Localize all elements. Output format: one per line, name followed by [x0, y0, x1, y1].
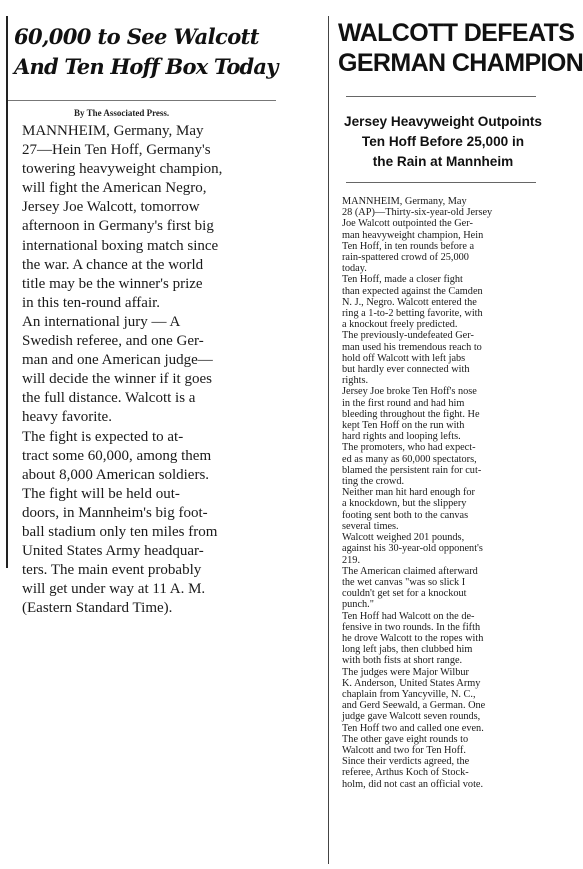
article-line: man heavyweight champion, Hein — [342, 229, 484, 241]
article-line: The judges were Major Wilbur — [342, 666, 469, 678]
article-line: ball stadium only ten miles from — [22, 523, 218, 540]
right-column-rule — [328, 16, 329, 864]
article-line: MANNHEIM, Germany, May — [342, 196, 467, 207]
article-line: a knockout freely predicted. — [342, 319, 458, 331]
article-line: The fight will be held out- — [22, 485, 180, 502]
article-line: The American claimed afterward — [342, 565, 478, 577]
article-line: with both fists at short range. — [342, 655, 463, 667]
article-line: the war. A chance at the world — [22, 256, 204, 273]
left-clipping — [2, 16, 278, 617]
article-line: Walcott weighed 201 pounds, — [342, 532, 465, 544]
article-line: rain-spattered crowd of 25,000 — [342, 252, 469, 264]
article-line: Ten Hoff, made a closer fight — [342, 274, 463, 286]
article-paragraph — [334, 667, 547, 790]
article-line: bleeding throughout the fight. He — [342, 408, 480, 420]
article-line: The promoters, who had expect- — [342, 442, 476, 454]
left-headline — [14, 22, 276, 82]
left-byline: By The Associated Press. — [74, 108, 170, 118]
article-line: Walcott and two for Ten Hoff. — [342, 744, 466, 756]
article-line: the wet canvas "was so slick I — [342, 576, 466, 588]
article-line: about 8,000 American soldiers. — [22, 466, 210, 483]
article-paragraph — [334, 442, 547, 487]
article-paragraph — [334, 611, 547, 667]
article-line: ed as many as 60,000 spectators, — [342, 453, 477, 465]
article-paragraph — [334, 532, 547, 566]
article-line: long left jabs, then clubbed him — [342, 644, 473, 656]
article-paragraph — [12, 122, 276, 313]
article-line: but hardly ever connected with — [342, 364, 470, 376]
article-line: heavy favorite. — [22, 409, 112, 426]
article-line: several times. — [342, 520, 399, 532]
article-line: N. J., Negro. Walcott entered the — [342, 296, 477, 308]
article-line: Swedish referee, and one Ger- — [22, 333, 204, 350]
article-line: and Gerd Seewald, a German. One — [342, 700, 486, 712]
right-subhead-rule — [346, 182, 536, 183]
article-line: in this ten-round affair. — [22, 294, 161, 311]
article-line: blamed the persistent rain for cut- — [342, 464, 482, 476]
article-paragraph — [334, 386, 547, 442]
article-line: judge gave Walcott seven rounds, — [342, 711, 481, 723]
article-line: ting the crowd. — [342, 476, 405, 488]
right-headline-line: WALCOTT DEFEATS — [338, 19, 575, 47]
left-headline-line: And Ten Hoff Box Today — [14, 54, 278, 79]
article-line: hard rights and looping lefts. — [342, 431, 461, 443]
article-line: Neither man hit hard enough for — [342, 487, 475, 499]
article-line: chaplain from Yancyville, N. C., — [342, 688, 476, 700]
article-line: fensive in two rounds. In the fifth — [342, 621, 481, 633]
article-line: (Eastern Standard Time). — [22, 600, 173, 617]
right-headline-line: GERMAN CHAMPION — [338, 49, 583, 77]
article-paragraph — [334, 196, 547, 274]
article-line: than expected against the Camden — [342, 285, 483, 297]
article-line: The other gave eight rounds to — [342, 733, 469, 745]
article-line: ters. The main event probably — [22, 562, 202, 579]
article-line: Ten Hoff two and called one even. — [342, 722, 484, 734]
article-line: tract some 60,000, among them — [22, 447, 212, 464]
article-line: holm, did not cast an official vote. — [342, 778, 484, 790]
article-line: kept Ten Hoff on the run with — [342, 420, 465, 432]
article-line: Ten Hoff had Walcott on the de- — [342, 610, 475, 622]
right-subhead-line: Ten Hoff Before 25,000 in — [361, 134, 525, 149]
right-subhead-line: the Rain at Mannheim — [372, 154, 514, 169]
article-line: will get under way at 11 A. M. — [22, 581, 206, 598]
article-line: Joe Walcott outpointed the Ger- — [342, 218, 473, 230]
article-line: in the first round and had him — [342, 397, 465, 409]
article-line: will fight the American Negro, — [22, 180, 207, 197]
article-line: United States Army headquar- — [22, 543, 204, 560]
article-line: title may be the winner's prize — [22, 275, 203, 292]
article-line: he drove Walcott to the ropes with — [342, 632, 484, 644]
left-headline-rule — [8, 100, 276, 101]
article-paragraph — [334, 330, 547, 386]
article-line: MANNHEIM, Germany, May — [22, 123, 204, 139]
right-subheadline — [338, 112, 548, 172]
article-line: hold off Walcott with left jabs — [342, 352, 466, 364]
article-line: footing sent both to the canvas — [342, 509, 469, 521]
article-line: against his 30-year-old opponent's — [342, 543, 483, 555]
article-line: Jersey Joe Walcott, tomorrow — [22, 199, 200, 216]
right-subhead-line: Jersey Heavyweight Outpoints — [344, 114, 542, 129]
left-column-rule — [6, 16, 8, 568]
article-paragraph — [334, 274, 547, 330]
article-line: the full distance. Walcott is a — [22, 390, 196, 407]
article-paragraph — [334, 566, 547, 611]
article-line: punch." — [342, 599, 374, 611]
left-headline-line: 60,000 to See Walcott — [14, 24, 259, 49]
article-line: will decide the winner if it goes — [22, 371, 212, 388]
article-line: 28 (AP)—Thirty-six-year-old Jersey — [342, 207, 493, 219]
article-line: referee, Arthus Koch of Stock- — [342, 767, 469, 779]
article-line: Jersey Joe broke Ten Hoff's nose — [342, 386, 477, 398]
article-line: The fight is expected to at- — [22, 428, 184, 445]
article-line: towering heavyweight champion, — [22, 161, 223, 178]
article-paragraph — [12, 313, 276, 428]
article-line: international boxing match since — [22, 237, 219, 254]
article-line: The previously-undefeated Ger- — [342, 330, 474, 342]
article-line: man and one American judge— — [22, 352, 213, 369]
article-line: Ten Hoff, in ten rounds before a — [342, 240, 475, 252]
article-line: 27—Hein Ten Hoff, Germany's — [22, 142, 211, 159]
article-line: K. Anderson, United States Army — [342, 677, 481, 689]
right-headline — [338, 18, 583, 78]
article-line: An international jury — A — [22, 313, 181, 330]
article-line: Since their verdicts agreed, the — [342, 756, 470, 768]
article-line: man used his tremendous reach to — [342, 341, 482, 353]
left-article-body — [12, 122, 276, 618]
right-clipping — [328, 16, 583, 866]
right-article-body — [334, 196, 547, 790]
article-paragraph — [334, 487, 547, 532]
article-line: today. — [342, 263, 367, 275]
article-line: afternoon in Germany's first big — [22, 218, 214, 235]
article-line: doors, in Mannheim's big foot- — [22, 504, 208, 521]
article-line: rights. — [342, 375, 369, 387]
article-paragraph — [12, 485, 276, 619]
article-line: 219. — [342, 554, 361, 566]
article-paragraph — [12, 428, 276, 485]
article-line: a knockdown, but the slippery — [342, 498, 467, 510]
article-line: couldn't get set for a knockout — [342, 588, 467, 600]
right-headline-rule — [346, 96, 536, 97]
article-line: ring a 1-to-2 betting favorite, with — [342, 308, 483, 320]
